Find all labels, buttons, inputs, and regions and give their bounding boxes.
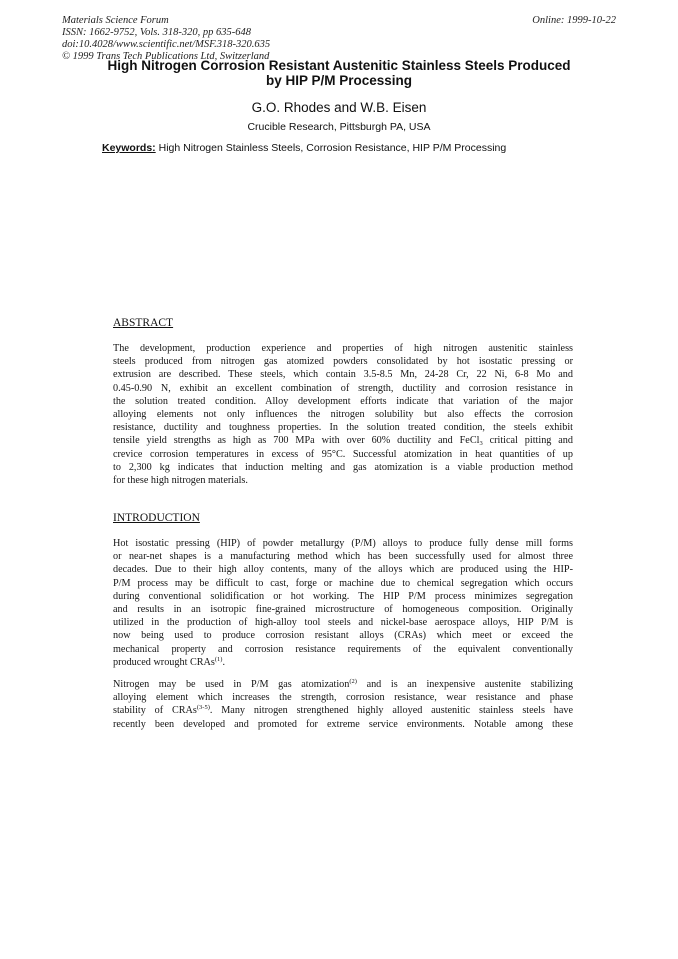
affiliation: Crucible Research, Pittsburgh PA, USA	[247, 121, 431, 133]
keywords	[102, 142, 506, 154]
intro-line-text: produced wrought CRAs	[113, 656, 215, 668]
introduction-heading: INTRODUCTION	[113, 512, 200, 524]
intro-line: Hot isostatic pressing (HIP) of powder metallurgy (P/M) alloys to produce fully dense mill forms	[113, 538, 573, 549]
abstract-line-text: tensile yield strengths as high as 700 MPa with over 60% ductility and FeCl	[113, 435, 480, 447]
title-line-2: by HIP P/M Processing	[265, 73, 413, 88]
abstract-line: extrusion are described. These steels, which contain 3.5-8.5 Mn, 24-28 Cr, 22 Ni, 6-8 Mo and	[113, 369, 573, 381]
keywords-label: Keywords:	[102, 142, 156, 154]
intro-line-tail: . Many nitrogen strengthened highly alloyed austenitic stainless steels have	[209, 705, 573, 717]
intro-line: during conventional solidification or hot working. The HIP P/M process minimizes segregation	[113, 590, 573, 602]
issn-line: ISSN: 1662-9752, Vols. 318-320, pp 635-648	[62, 27, 251, 38]
subscript-3: 3	[479, 440, 483, 448]
intro-line: utilized in the production of high-alloy tool steels and nickel-base aerospace alloys, HIP P/M is	[113, 617, 573, 629]
intro-paragraph-2	[113, 678, 573, 731]
reference-3-5[interactable]: (3-5)	[196, 704, 210, 712]
paper-title	[0, 58, 678, 89]
intro-line	[113, 656, 573, 669]
intro-line: P/M process may be difficult to cast, forge or machine due to chemical segregation which occurs	[113, 577, 573, 589]
authors: G.O. Rhodes and W.B. Eisen	[251, 100, 427, 115]
intro-line	[113, 678, 573, 691]
abstract-line: alloying elements not only influences the nitrogen solubility but also effects the corrosion	[113, 408, 573, 420]
abstract-line: 0.45-0.90 N, exhibit an excellent combination of strength, ductility and corrosion resistance in	[113, 382, 573, 394]
abstract-line: for these high nitrogen materials.	[113, 474, 248, 486]
intro-line-text: Nitrogen may be used in P/M gas atomization	[113, 679, 350, 690]
title-line-1: High Nitrogen Corrosion Resistant Austenitic Stainless Steels Produced	[107, 58, 571, 73]
journal-name: Materials Science Forum	[62, 15, 169, 26]
abstract-line: to 2,300 kg indicates that induction melting and gas atomization is a viable production method	[113, 461, 573, 473]
abstract-line: resistance, ductility and toughness properties. In the solution treated condition, the steels exhibit	[113, 422, 573, 434]
abstract-line: The development, production experience and properties of high nitrogen austenitic stainless	[113, 343, 573, 354]
intro-line-end: .	[222, 656, 226, 668]
intro-line	[113, 704, 573, 717]
journal-header	[62, 15, 362, 63]
reference-1[interactable]: (1)	[214, 655, 223, 663]
abstract-paragraph	[113, 342, 573, 487]
intro-line: alloying element which increases the strength, corrosion resistance, wear resistance and phase	[113, 692, 573, 704]
intro-line-text: stability of CRAs	[113, 705, 197, 717]
abstract-line-tail: critical pitting and	[482, 435, 573, 447]
intro-line-tail: and is an inexpensive austenite stabilizing	[356, 679, 573, 690]
abstract-heading: ABSTRACT	[113, 317, 174, 329]
abstract-line: the solution treated condition. Alloy development efforts indicate that variation of the major	[113, 395, 573, 407]
intro-line: recently been developed and promoted for extreme service environments. Notable among these	[113, 718, 573, 730]
keywords-text: High Nitrogen Stainless Steels, Corrosion Resistance, HIP P/M Processing	[158, 142, 507, 154]
abstract-line: steels produced from nitrogen gas atomized powders consolidated by hot isostatic pressing or	[113, 356, 573, 368]
intro-line: or near-net shapes is a manufacturing method which has been successfully used for almost three	[113, 551, 573, 563]
intro-line: and results in an isotropic fine-grained microstructure of homogeneous composition. Originally	[113, 603, 573, 615]
doi-link[interactable]: doi:10.4028/www.scientific.net/MSF.318-320.635	[62, 39, 271, 50]
online-date: Online: 1999-10-22	[532, 15, 616, 26]
intro-line: now being used to produce corrosion resistant alloys (CRAs) which meet or exceed the	[113, 630, 573, 642]
copyright-line: © 1999 Trans Tech Publications Ltd, Switzerland	[62, 51, 270, 62]
intro-line: mechanical property and corrosion resistance requirements of the equivalent conventionally	[113, 643, 573, 655]
intro-paragraph-1	[113, 537, 573, 669]
abstract-line: crevice corrosion temperatures in excess of 95°C. Successful atomization in heat quantities of up	[113, 448, 573, 460]
reference-2[interactable]: (2)	[349, 678, 357, 685]
intro-line: decades. Due to their high alloy contents, many of the alloys which are produced using the HIP-	[113, 564, 573, 576]
abstract-line	[113, 434, 573, 447]
